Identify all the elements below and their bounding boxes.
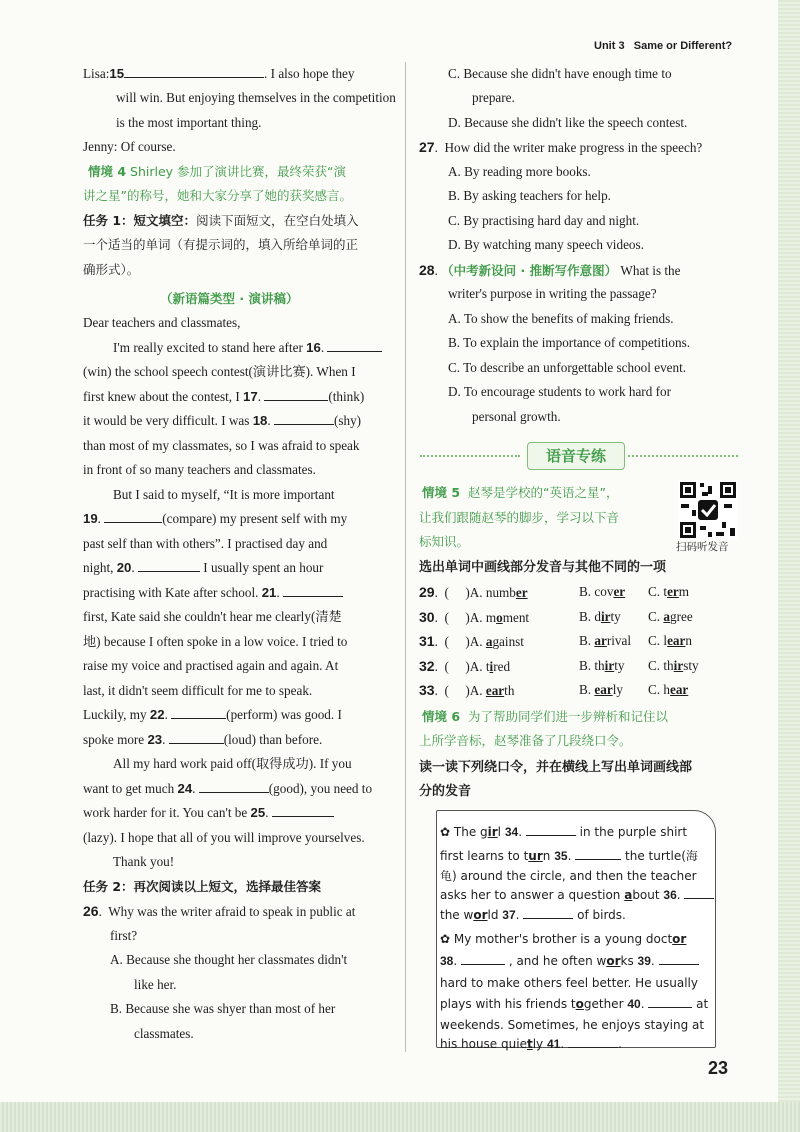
text-line: prepare. (472, 90, 515, 105)
phonics-row: 29. ( )A. number B. cover C. term (419, 584, 690, 600)
question-28: 28. （中考新设问 · 推断写作意图） What is the (419, 262, 681, 278)
option-27-d[interactable]: D. By watching many speech videos. (448, 237, 644, 252)
text-line: All my hard work paid off(取得成功). If you (113, 756, 352, 771)
text-line: first knew about the contest, I 17. (think) (83, 389, 365, 404)
blank-36[interactable] (684, 885, 714, 899)
blank-41[interactable] (568, 1034, 618, 1048)
option-28-a[interactable]: A. To show the benefits of making friends. (448, 311, 674, 326)
text-line: it would be very difficult. I was 18. (shy) (83, 413, 362, 428)
scenario-5: 情境 5 赵琴是学校的“英语之星”， (422, 485, 619, 500)
flower-icon: ✿ (440, 932, 451, 946)
option-27-a[interactable]: A. By reading more books. (448, 164, 591, 179)
tt-line: asks her to answer a question about 36. (440, 883, 714, 907)
text-line: I'm really excited to stand here after 16. (113, 336, 382, 360)
blank-20[interactable] (138, 558, 200, 572)
blank-25[interactable] (272, 803, 334, 817)
text-line: like her. (134, 977, 177, 992)
phonics-row: 32. ( )A. tired B. thirty C. thirsty (419, 658, 699, 674)
task-1: 任务 1：短文填空：阅读下面短文，在空白处填入 (83, 213, 359, 228)
text-line: 19. (compare) my present self with my (83, 511, 348, 526)
blank-37[interactable] (523, 905, 573, 919)
text-line: But I said to myself, “It is more important (113, 487, 335, 502)
question-26: 26. Why was the writer afraid to speak in public at (83, 903, 356, 919)
text-line: night, 20. I usually spent an hour (83, 560, 324, 575)
divider-right (628, 455, 738, 457)
text-line: (win) the school speech contest(演讲比赛). When I (83, 364, 356, 379)
text-line: than most of my classmates, so I was afraid to speak (83, 438, 360, 453)
text-line: Thank you! (113, 854, 175, 869)
column-divider (405, 62, 406, 1052)
text-line: 确形式）。 (83, 262, 140, 277)
blank-38[interactable] (461, 951, 505, 965)
text-line: first, Kate said she couldn't hear me clearly(清楚 (83, 609, 342, 624)
text-line: will win. But enjoying themselves in the competition (116, 90, 396, 105)
option-26-c[interactable]: C. Because she didn't have enough time to (448, 66, 672, 81)
task-2: 任务 2：再次阅读以上短文，选择最佳答案 (83, 879, 322, 894)
text-line: 让我们跟随赵琴的脚步，学习以下音 (419, 510, 620, 525)
instruction-tongue-twister: 读一读下列绕口令，并在横线上写出单词画线部 (419, 760, 693, 775)
text-line: practising with Kate after school. 21. (83, 581, 343, 605)
blank-18[interactable] (274, 411, 334, 425)
option-27-b[interactable]: B. By asking teachers for help. (448, 188, 611, 203)
instruction-phonics: 选出单词中画线部分发音与其他不同的一项 (419, 560, 667, 575)
divider-left (420, 455, 520, 457)
text-line: Dear teachers and classmates, (83, 315, 241, 330)
text-line: is the most important thing. (116, 115, 262, 130)
blank-16[interactable] (327, 338, 382, 352)
page-edge-right (778, 0, 800, 1132)
unit-label: Unit 3 (594, 40, 625, 52)
scenario-4-cont: 讲之星”的称号，她和大家分享了她的获奖感言。 (83, 188, 352, 203)
blank-39[interactable] (659, 951, 699, 965)
blank-34[interactable] (526, 822, 576, 836)
lisa-line: Lisa:15 . I also hope they (83, 66, 355, 81)
option-28-b[interactable]: B. To explain the importance of competitions. (448, 335, 691, 350)
text-line: 上所学音标，赵琴准备了几段绕口令。 (419, 733, 632, 748)
qr-code-icon[interactable] (678, 480, 738, 540)
tt-line: ✿ The girl 34. in the purple shirt (440, 820, 687, 844)
blank-40[interactable] (648, 994, 692, 1008)
text-line: past self than with others”. I practised day and (83, 536, 328, 551)
tt-line: ✿ My mother's brother is a young doctor (440, 932, 687, 946)
section-title: 语音专练 (527, 442, 625, 470)
option-26-d[interactable]: D. Because she didn't like the speech contest. (448, 115, 688, 130)
option-26-a[interactable]: A. Because she thought her classmates didn't (110, 952, 348, 967)
text-line: Jenny: Of course. (83, 139, 176, 154)
scenario-6: 情境 6 为了帮助同学们进一步辨析和记住以 (422, 709, 669, 724)
genre-tag: （新语篇类型 · 演讲稿） (160, 291, 299, 306)
qr-caption: 扫码听发音 (676, 541, 729, 553)
text-line: last, it didn't seem difficult for me to speak. (83, 683, 313, 698)
text-line: 一个适当的单词（有提示词的，填入所给单词的正 (83, 237, 359, 252)
text-line: raise my voice and practised again and again. At (83, 658, 339, 673)
text-line: first? (110, 928, 138, 943)
option-26-b[interactable]: B. Because she was shyer than most of her (110, 1001, 336, 1016)
tt-line: first learns to turn 35. the turtle(海 (440, 844, 698, 868)
page-edge-bottom (0, 1102, 800, 1132)
scenario-4: 情境 4 Shirley 参加了演讲比赛，最终荣获“演 (88, 164, 347, 179)
text-line: spoke more 23. (loud) than before. (83, 732, 323, 747)
option-28-d[interactable]: D. To encourage students to work hard for (448, 384, 671, 399)
option-27-c[interactable]: C. By practising hard day and night. (448, 213, 640, 228)
blank-22[interactable] (171, 705, 226, 719)
text-line: personal growth. (472, 409, 561, 424)
running-header (594, 40, 732, 52)
text-line: 地) because I often spoke in a low voice. I tried to (83, 634, 348, 649)
text-line: Luckily, my 22. (perform) was good. I (83, 707, 342, 722)
blank-21[interactable] (283, 583, 343, 597)
blank-19[interactable] (104, 509, 162, 523)
text-line: want to get much 24. (good), you need to (83, 781, 373, 796)
text-line: 标知识。 (419, 534, 470, 549)
blank-15[interactable] (124, 64, 264, 78)
tt-line: the world 37. of birds. (440, 903, 626, 927)
question-27: 27. How did the writer make progress in the speech? (419, 139, 703, 155)
blank-23[interactable] (169, 730, 224, 744)
text-line: (lazy). I hope that all of you will improve yourselves. (83, 830, 365, 845)
unit-title: Same or Different? (633, 40, 733, 52)
phonics-row: 33. ( )A. earth B. early C. hear (419, 682, 689, 698)
tt-line: hard to make others feel better. He usually (440, 976, 698, 990)
blank-35[interactable] (575, 846, 621, 860)
blank-17[interactable] (264, 387, 328, 401)
tt-line: weekends. Sometimes, he enjoys staying at (440, 1018, 705, 1032)
flower-icon: ✿ (440, 825, 451, 839)
text-line: 分的发音 (419, 784, 472, 799)
tt-line: 38. , and he often works 39. (440, 949, 699, 973)
phonics-row: 31. ( )A. against B. arrival C. learn (419, 633, 692, 649)
text-line: classmates. (134, 1026, 194, 1041)
text-line: writer's purpose in writing the passage? (448, 286, 657, 301)
blank-24[interactable] (199, 779, 269, 793)
tt-line: plays with his friends together 40. at (440, 992, 708, 1016)
option-28-c[interactable]: C. To describe an unforgettable school event. (448, 360, 687, 375)
tt-line: his house quietly 41. . (440, 1032, 622, 1056)
tt-line: 龟) around the circle, and then the teacher (440, 869, 697, 883)
phonics-row: 30. ( )A. moment B. dirty C. agree (419, 609, 693, 625)
text-line: in front of so many teachers and classmates. (83, 462, 316, 477)
text-line: work harder for it. You can't be 25. (83, 801, 334, 825)
page-number: 23 (708, 1058, 729, 1078)
